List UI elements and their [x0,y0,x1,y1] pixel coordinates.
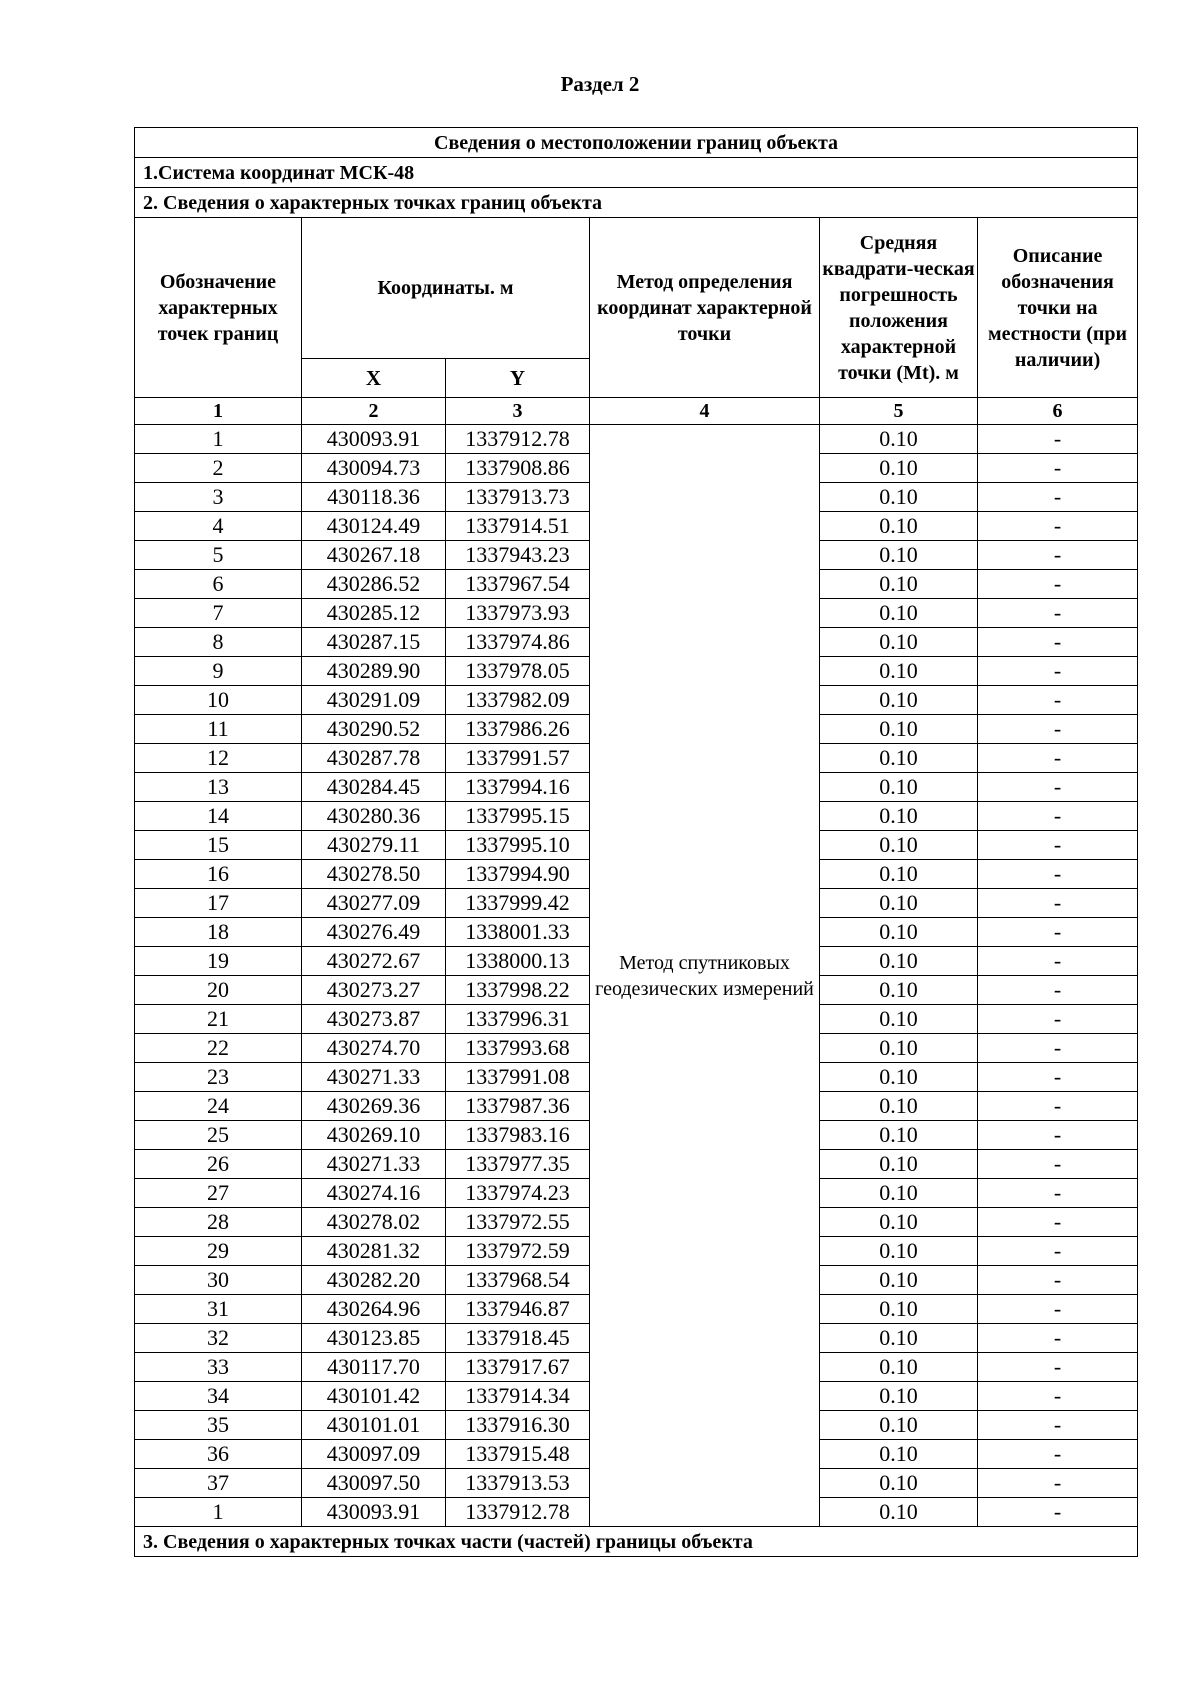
point-number: 5 [135,541,302,570]
coordinate-y: 1337912.78 [446,425,590,454]
mean-square-error: 0.10 [820,483,978,512]
coordinate-x: 430290.52 [302,715,446,744]
mean-square-error: 0.10 [820,1411,978,1440]
mean-square-error: 0.10 [820,1382,978,1411]
coordinate-y: 1337994.16 [446,773,590,802]
point-number: 36 [135,1440,302,1469]
coordinate-y: 1338001.33 [446,918,590,947]
coordinate-x: 430123.85 [302,1324,446,1353]
point-description: - [978,657,1138,686]
point-number: 2 [135,454,302,483]
mean-square-error: 0.10 [820,1092,978,1121]
point-description: - [978,1469,1138,1498]
coordinate-x: 430278.50 [302,860,446,889]
point-number: 6 [135,570,302,599]
coordinate-x: 430287.78 [302,744,446,773]
point-number: 13 [135,773,302,802]
coordinate-y: 1337995.15 [446,802,590,831]
point-description: - [978,686,1138,715]
point-description: - [978,1150,1138,1179]
point-description: - [978,1005,1138,1034]
coordinate-y: 1337996.31 [446,1005,590,1034]
table-row [135,425,1138,454]
point-description: - [978,425,1138,454]
point-description: - [978,1266,1138,1295]
parts-section-title: 3. Сведения о характерных точках части (частей) границы объекта [135,1527,1138,1557]
coordinate-x: 430267.18 [302,541,446,570]
coordinate-y: 1337913.53 [446,1469,590,1498]
point-description: - [978,1092,1138,1121]
mean-square-error: 0.10 [820,802,978,831]
point-number: 29 [135,1237,302,1266]
mean-square-error: 0.10 [820,628,978,657]
coordinate-x: 430117.70 [302,1353,446,1382]
mean-square-error: 0.10 [820,889,978,918]
coordinate-x: 430271.33 [302,1150,446,1179]
mean-square-error: 0.10 [820,541,978,570]
mean-square-error: 0.10 [820,1498,978,1527]
coordinate-x: 430093.91 [302,1498,446,1527]
mean-square-error: 0.10 [820,1121,978,1150]
point-number: 16 [135,860,302,889]
coordinate-y: 1338000.13 [446,947,590,976]
point-number: 35 [135,1411,302,1440]
point-description: - [978,1208,1138,1237]
coordinate-x: 430291.09 [302,686,446,715]
point-number: 33 [135,1353,302,1382]
point-number: 9 [135,657,302,686]
point-description: - [978,483,1138,512]
point-description: - [978,1295,1138,1324]
point-description: - [978,1237,1138,1266]
coordinate-x: 430282.20 [302,1266,446,1295]
point-description: - [978,512,1138,541]
header-x: X [302,359,446,398]
mean-square-error: 0.10 [820,1469,978,1498]
point-description: - [978,918,1138,947]
point-number: 19 [135,947,302,976]
point-description: - [978,1034,1138,1063]
point-number: 18 [135,918,302,947]
point-description: - [978,541,1138,570]
point-number: 22 [135,1034,302,1063]
point-number: 8 [135,628,302,657]
mean-square-error: 0.10 [820,1353,978,1382]
mean-square-error: 0.10 [820,454,978,483]
coordinate-x: 430093.91 [302,425,446,454]
mean-square-error: 0.10 [820,744,978,773]
header-method: Метод определения координат характерной точки [590,218,820,398]
point-number: 4 [135,512,302,541]
mean-square-error: 0.10 [820,1063,978,1092]
coordinate-y: 1337987.36 [446,1092,590,1121]
coordinate-y: 1337978.05 [446,657,590,686]
mean-square-error: 0.10 [820,686,978,715]
coordinate-x: 430269.10 [302,1121,446,1150]
coordinate-y: 1337914.51 [446,512,590,541]
point-number: 1 [135,1498,302,1527]
section-title: Раздел 2 [560,72,640,96]
mean-square-error: 0.10 [820,1440,978,1469]
point-number: 34 [135,1382,302,1411]
coordinate-y: 1337912.78 [446,1498,590,1527]
mean-square-error: 0.10 [820,570,978,599]
coordinate-x: 430118.36 [302,483,446,512]
mean-square-error: 0.10 [820,1179,978,1208]
coordinate-x: 430284.45 [302,773,446,802]
mean-square-error: 0.10 [820,976,978,1005]
mean-square-error: 0.10 [820,947,978,976]
mean-square-error: 0.10 [820,918,978,947]
mean-square-error: 0.10 [820,1324,978,1353]
header-error: Средняя квадрати-ческая погрешность положения характерной точки (Mt). м [820,218,978,398]
point-number: 23 [135,1063,302,1092]
point-number: 28 [135,1208,302,1237]
point-description: - [978,1440,1138,1469]
point-description: - [978,599,1138,628]
table-title: Сведения о местоположении границ объекта [135,128,1138,158]
coordinate-x: 430273.27 [302,976,446,1005]
coordinate-y: 1337991.57 [446,744,590,773]
coordinate-y: 1337914.34 [446,1382,590,1411]
coordinate-system: 1.Система координат МСК-48 [135,158,1138,188]
point-number: 15 [135,831,302,860]
point-number: 21 [135,1005,302,1034]
header-coordinates: Координаты. м [302,218,590,359]
coordinate-x: 430287.15 [302,628,446,657]
point-number: 10 [135,686,302,715]
mean-square-error: 0.10 [820,1237,978,1266]
coordinate-y: 1337916.30 [446,1411,590,1440]
coordinate-y: 1337946.87 [446,1295,590,1324]
point-number: 14 [135,802,302,831]
point-number: 37 [135,1469,302,1498]
column-number: 3 [446,398,590,425]
coordinate-y: 1337973.93 [446,599,590,628]
point-description: - [978,889,1138,918]
point-description: - [978,773,1138,802]
mean-square-error: 0.10 [820,860,978,889]
coordinate-y: 1337967.54 [446,570,590,599]
coordinate-y: 1337983.16 [446,1121,590,1150]
mean-square-error: 0.10 [820,512,978,541]
point-description: - [978,1353,1138,1382]
coordinate-x: 430097.50 [302,1469,446,1498]
point-description: - [978,831,1138,860]
method-cell: Метод спутниковых геодезических измерений [590,425,820,1527]
point-number: 32 [135,1324,302,1353]
coordinate-x: 430101.01 [302,1411,446,1440]
point-number: 1 [135,425,302,454]
mean-square-error: 0.10 [820,1005,978,1034]
coordinate-x: 430280.36 [302,802,446,831]
mean-square-error: 0.10 [820,1295,978,1324]
coordinate-y: 1337917.67 [446,1353,590,1382]
point-number: 17 [135,889,302,918]
coordinate-y: 1337995.10 [446,831,590,860]
column-number: 1 [135,398,302,425]
coordinate-x: 430289.90 [302,657,446,686]
point-number: 7 [135,599,302,628]
coordinate-x: 430273.87 [302,1005,446,1034]
coordinate-x: 430269.36 [302,1092,446,1121]
coordinate-x: 430272.67 [302,947,446,976]
coordinate-y: 1337918.45 [446,1324,590,1353]
point-number: 20 [135,976,302,1005]
coordinate-x: 430264.96 [302,1295,446,1324]
coordinate-x: 430271.33 [302,1063,446,1092]
column-number: 5 [820,398,978,425]
coordinate-x: 430274.70 [302,1034,446,1063]
mean-square-error: 0.10 [820,657,978,686]
coordinate-y: 1337913.73 [446,483,590,512]
point-number: 31 [135,1295,302,1324]
point-description: - [978,802,1138,831]
point-description: - [978,947,1138,976]
point-description: - [978,1179,1138,1208]
mean-square-error: 0.10 [820,1266,978,1295]
coordinate-y: 1337991.08 [446,1063,590,1092]
point-description: - [978,1324,1138,1353]
point-number: 30 [135,1266,302,1295]
point-number: 24 [135,1092,302,1121]
column-number: 4 [590,398,820,425]
coordinate-y: 1337972.59 [446,1237,590,1266]
coordinate-y: 1337974.23 [446,1179,590,1208]
mean-square-error: 0.10 [820,599,978,628]
coordinate-y: 1337993.68 [446,1034,590,1063]
header-designation: Обозначение характерных точек границ [135,218,302,398]
mean-square-error: 0.10 [820,831,978,860]
coordinate-x: 430101.42 [302,1382,446,1411]
coordinate-x: 430124.49 [302,512,446,541]
coordinate-x: 430274.16 [302,1179,446,1208]
mean-square-error: 0.10 [820,425,978,454]
mean-square-error: 0.10 [820,1208,978,1237]
mean-square-error: 0.10 [820,1034,978,1063]
mean-square-error: 0.10 [820,773,978,802]
coordinate-x: 430094.73 [302,454,446,483]
coordinate-x: 430286.52 [302,570,446,599]
mean-square-error: 0.10 [820,1150,978,1179]
point-description: - [978,860,1138,889]
point-number: 26 [135,1150,302,1179]
point-description: - [978,628,1138,657]
point-number: 27 [135,1179,302,1208]
coordinate-y: 1337972.55 [446,1208,590,1237]
coordinate-x: 430281.32 [302,1237,446,1266]
coordinate-y: 1337915.48 [446,1440,590,1469]
mean-square-error: 0.10 [820,715,978,744]
point-description: - [978,1063,1138,1092]
point-number: 12 [135,744,302,773]
header-description: Описание обозначения точки на местности (при наличии) [978,218,1138,398]
point-description: - [978,1498,1138,1527]
coordinate-y: 1337968.54 [446,1266,590,1295]
point-description: - [978,715,1138,744]
point-description: - [978,744,1138,773]
point-number: 3 [135,483,302,512]
point-description: - [978,1382,1138,1411]
column-number: 6 [978,398,1138,425]
coordinate-x: 430276.49 [302,918,446,947]
coordinate-y: 1337974.86 [446,628,590,657]
coordinate-y: 1337977.35 [446,1150,590,1179]
point-number: 11 [135,715,302,744]
header-y: Y [446,359,590,398]
coordinate-y: 1337982.09 [446,686,590,715]
coordinate-y: 1337999.42 [446,889,590,918]
coordinate-x: 430278.02 [302,1208,446,1237]
point-description: - [978,1411,1138,1440]
point-description: - [978,454,1138,483]
coordinate-x: 430277.09 [302,889,446,918]
coordinate-y: 1337943.23 [446,541,590,570]
coordinate-x: 430279.11 [302,831,446,860]
points-section-title: 2. Сведения о характерных точках границ объекта [135,188,1138,218]
coordinate-x: 430097.09 [302,1440,446,1469]
coordinate-y: 1337986.26 [446,715,590,744]
point-description: - [978,976,1138,1005]
point-description: - [978,1121,1138,1150]
point-number: 25 [135,1121,302,1150]
coordinate-y: 1337994.90 [446,860,590,889]
column-number: 2 [302,398,446,425]
coordinates-table [134,127,1138,1557]
coordinate-y: 1337998.22 [446,976,590,1005]
coordinate-x: 430285.12 [302,599,446,628]
coordinate-y: 1337908.86 [446,454,590,483]
point-description: - [978,570,1138,599]
